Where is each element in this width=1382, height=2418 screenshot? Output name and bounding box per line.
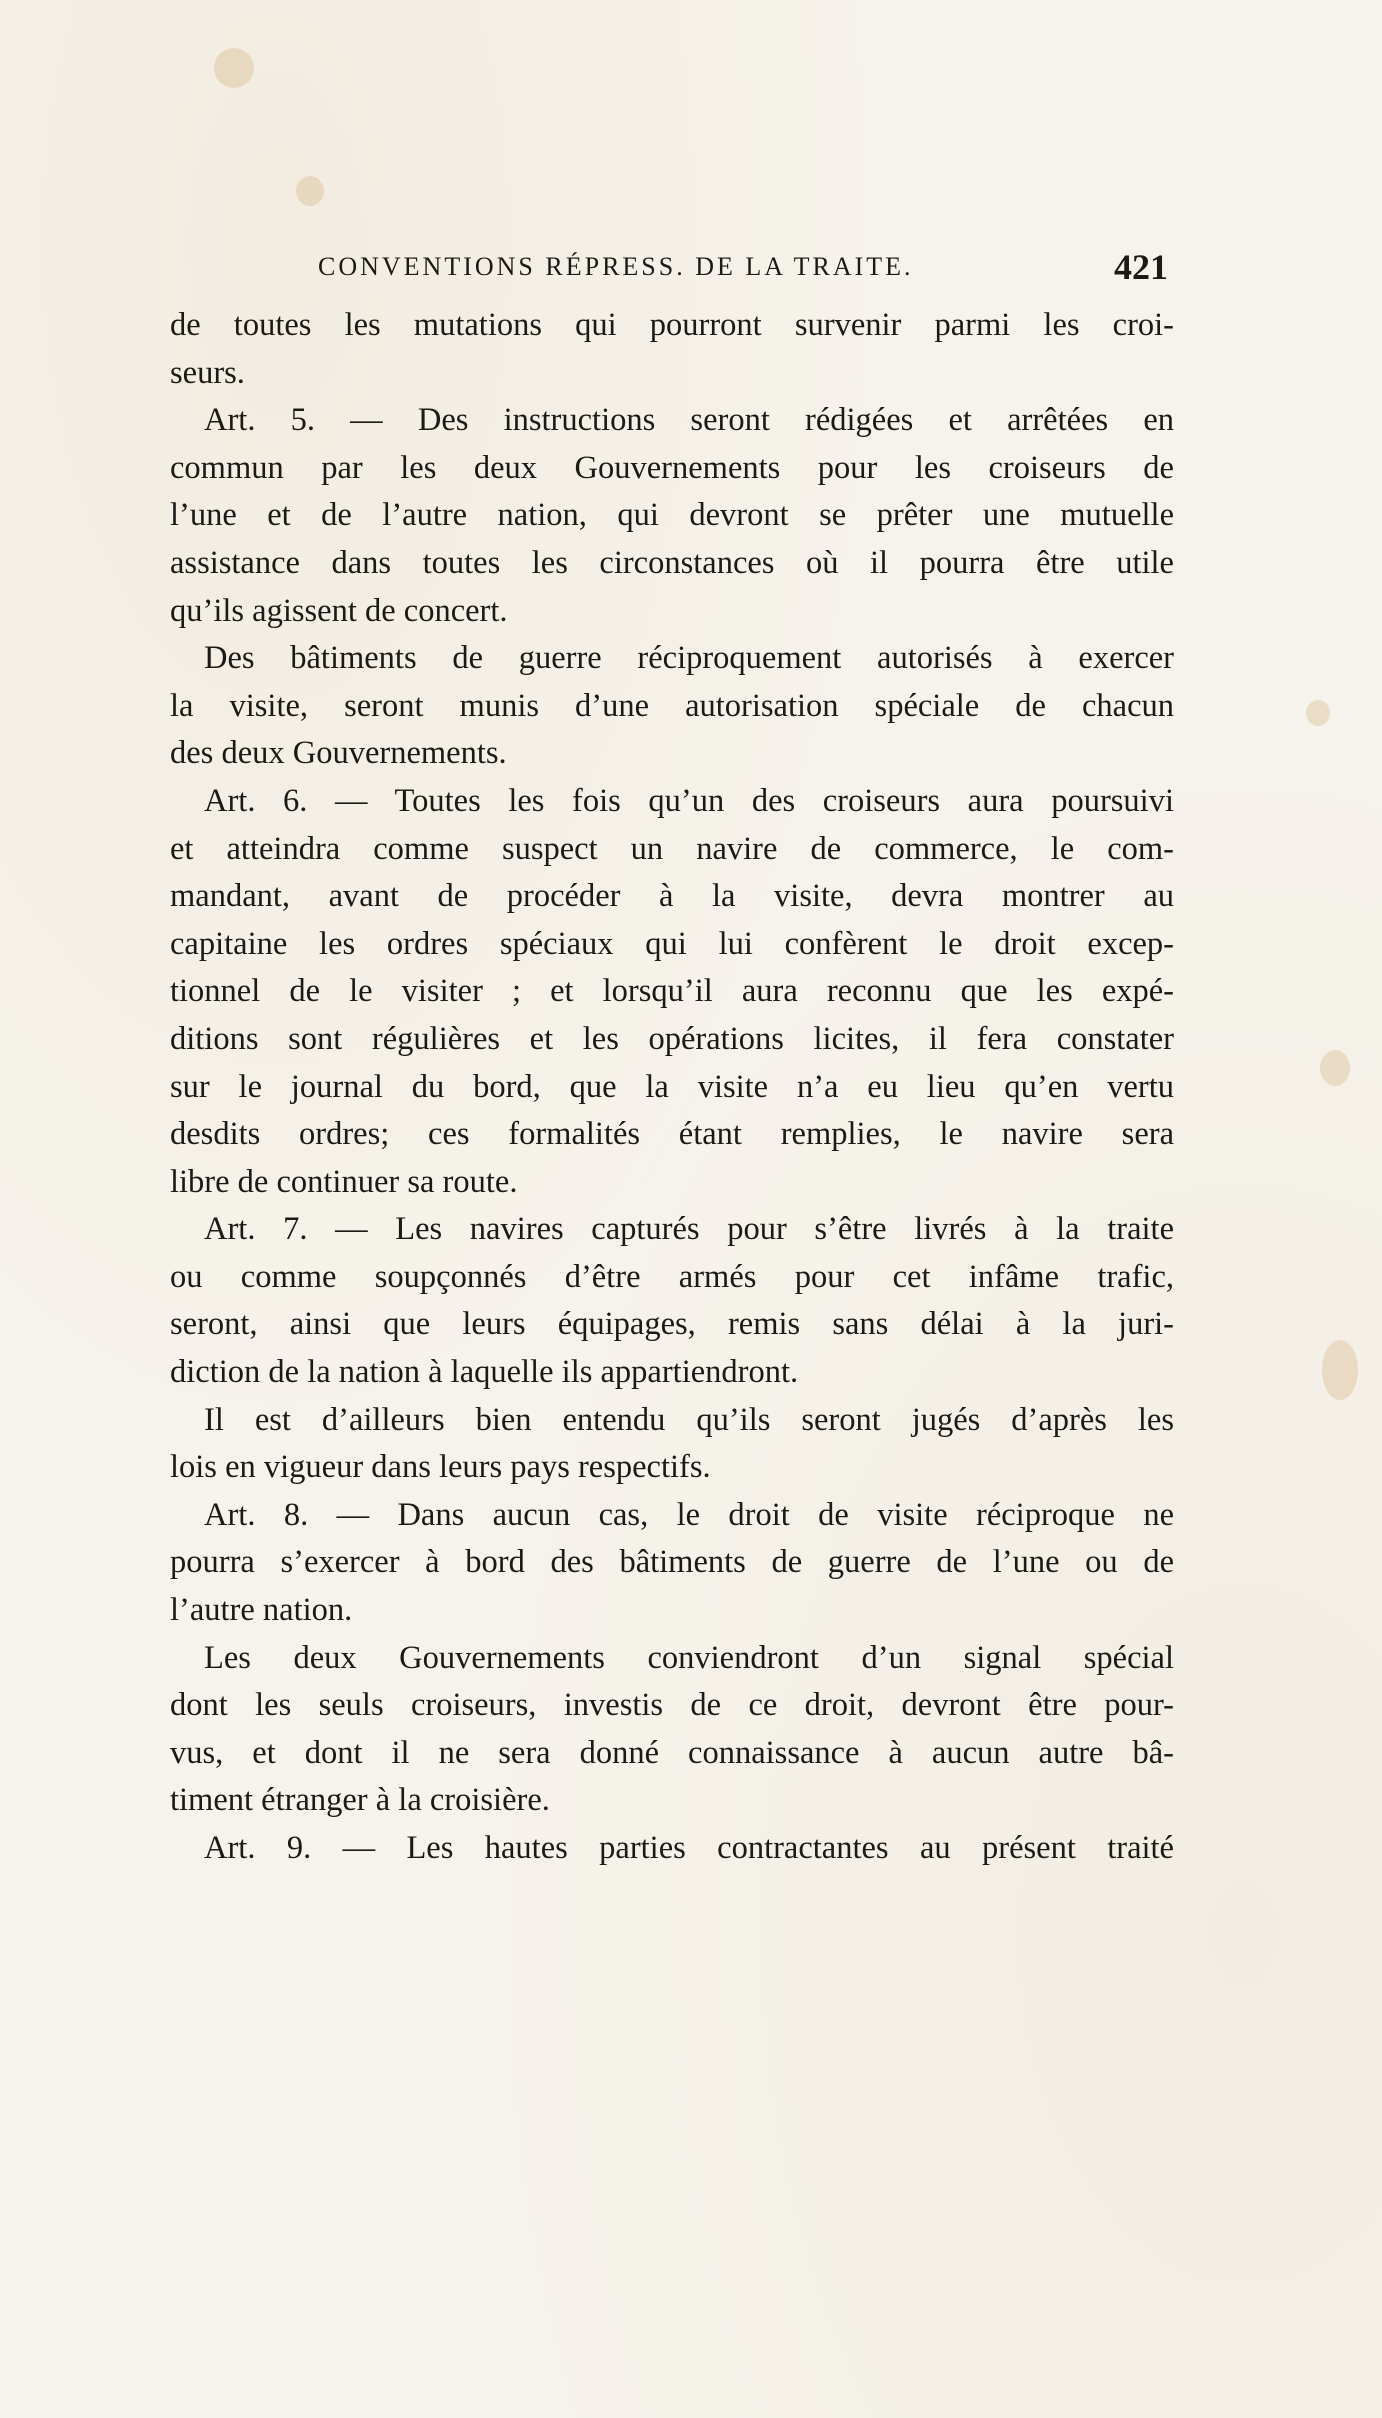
foxing-stain: [214, 48, 254, 88]
text-line: mandant, avant de procéder à la visite, devra montrer au: [170, 878, 1174, 915]
running-head: CONVENTIONS RÉPRESS. DE LA TRAITE.: [318, 252, 914, 281]
text-line: l’une et de l’autre nation, qui devront se prêter une mutuelle: [170, 497, 1174, 534]
text-line: commun par les deux Gouvernements pour les croiseurs de: [170, 449, 1174, 486]
body-text: [170, 302, 1174, 1873]
text-line: de toutes les mutations qui pourront survenir parmi les croi-: [170, 307, 1174, 343]
text-line: l’autre nation.: [170, 1592, 353, 1629]
text-line: capitaine les ordres spéciaux qui lui confèrent le droit excep-: [170, 925, 1174, 962]
text-line: seurs.: [170, 354, 245, 391]
text-line: Art. 7. — Les navires capturés pour s’être livrés à la traite: [204, 1211, 1174, 1248]
text-line: desdits ordres; ces formalités étant remplies, le navire sera: [170, 1116, 1174, 1153]
text-line: diction de la nation à laquelle ils appartiendront.: [170, 1354, 799, 1391]
text-line: qu’ils agissent de concert.: [170, 592, 508, 629]
foxing-stain: [1306, 700, 1330, 726]
text-line: ou comme soupçonnés d’être armés pour cet infâme trafic,: [170, 1258, 1174, 1295]
page-number: 421: [1114, 247, 1168, 287]
text-line: pourra s’exercer à bord des bâtiments de guerre de l’une ou de: [170, 1544, 1174, 1581]
text-line: des deux Gouvernements.: [170, 735, 507, 772]
text-line: timent étranger à la croisière.: [170, 1782, 550, 1819]
text-line: libre de continuer sa route.: [170, 1163, 518, 1200]
foxing-stain: [1320, 1050, 1350, 1086]
text-line: Art. 9. — Les hautes parties contractantes au présent traité: [204, 1830, 1174, 1866]
text-line: dont les seuls croiseurs, investis de ce droit, devront être pour-: [170, 1687, 1174, 1724]
text-line: Les deux Gouvernements conviendront d’un signal spécial: [204, 1639, 1174, 1676]
text-line: et atteindra comme suspect un navire de commerce, le com-: [170, 830, 1174, 867]
text-line: Art. 6. — Toutes les fois qu’un des croiseurs aura poursuivi: [204, 782, 1174, 819]
text-line: Des bâtiments de guerre réciproquement autorisés à exercer: [204, 640, 1174, 677]
text-line: tionnel de le visiter ; et lorsqu’il aura reconnu que les expé-: [170, 973, 1174, 1010]
foxing-stain: [296, 176, 324, 206]
text-line: ditions sont régulières et les opérations licites, il fera constater: [170, 1020, 1174, 1057]
text-line: lois en vigueur dans leurs pays respectifs.: [170, 1449, 711, 1486]
text-line: vus, et dont il ne sera donné connaissance à aucun autre bâ-: [170, 1734, 1174, 1771]
foxing-stain: [1322, 1340, 1358, 1400]
page-header: [318, 246, 1168, 286]
text-line: Art. 8. — Dans aucun cas, le droit de visite réciproque ne: [204, 1496, 1174, 1533]
text-line: Art. 5. — Des instructions seront rédigées et arrêtées en: [204, 402, 1174, 439]
text-line: sur le journal du bord, que la visite n’a eu lieu qu’en vertu: [170, 1068, 1174, 1105]
text-line: Il est d’ailleurs bien entendu qu’ils seront jugés d’après les: [204, 1401, 1174, 1438]
text-line: la visite, seront munis d’une autorisation spéciale de chacun: [170, 687, 1174, 724]
text-line: seront, ainsi que leurs équipages, remis sans délai à la juri-: [170, 1306, 1174, 1343]
text-line: assistance dans toutes les circonstances où il pourra être utile: [170, 544, 1174, 581]
